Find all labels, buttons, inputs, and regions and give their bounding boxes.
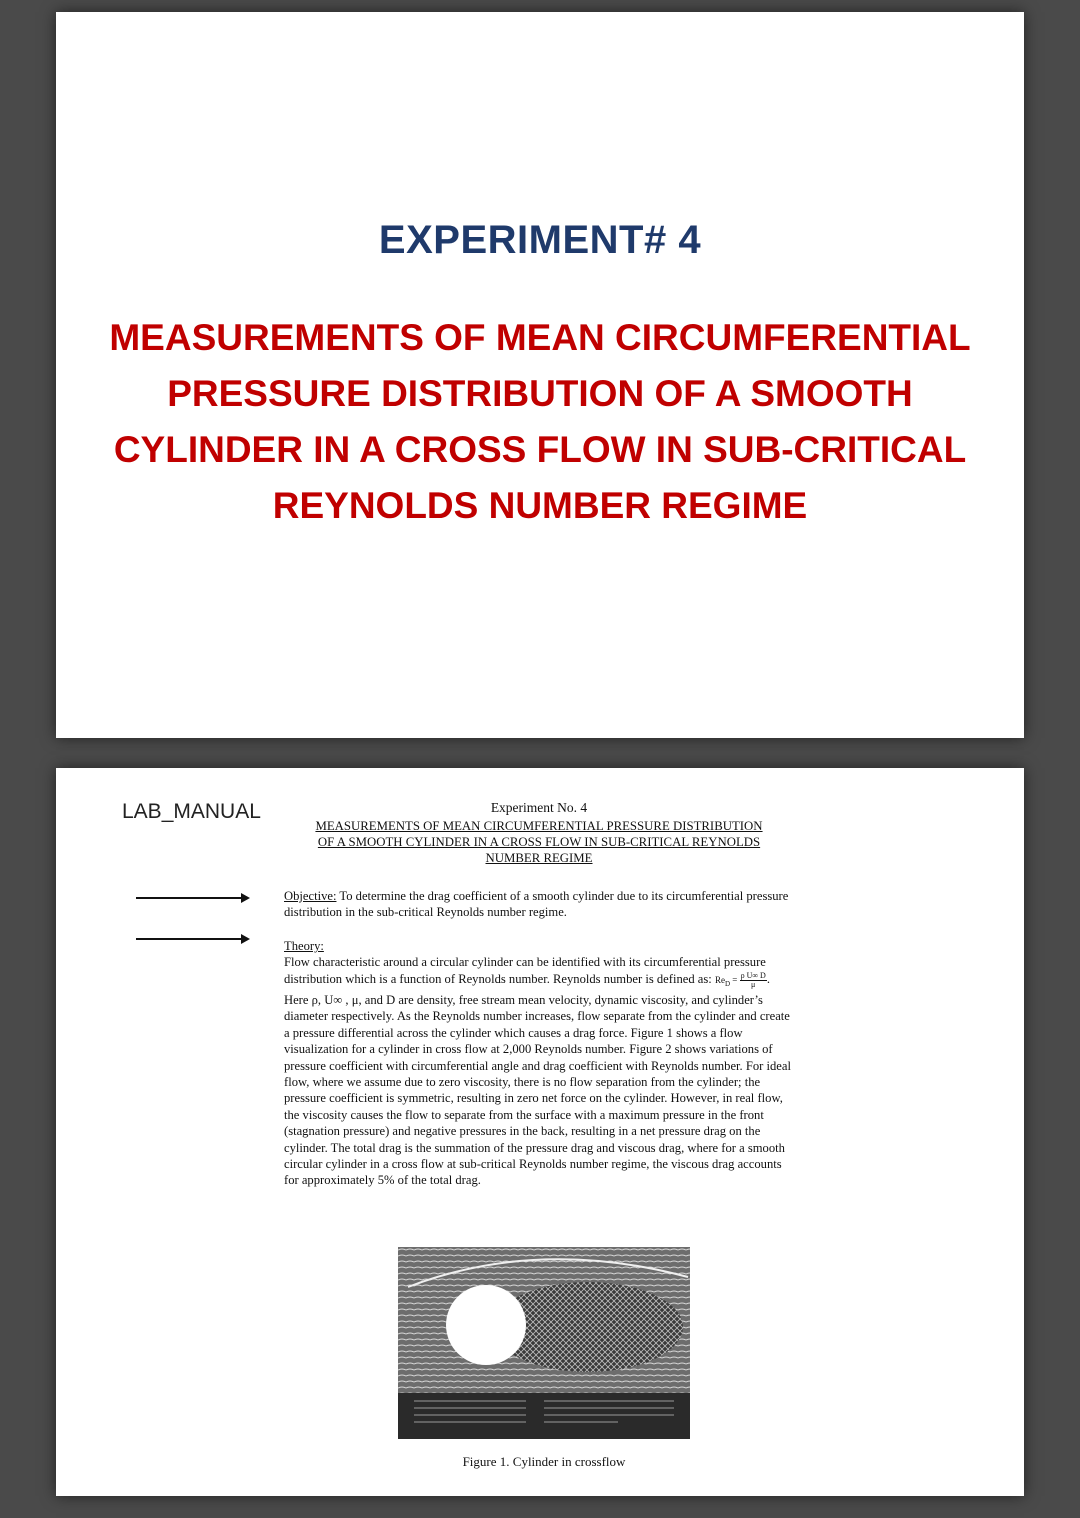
arrow-pointer-theory — [136, 938, 248, 940]
formula-numerator: ρ U∞ D — [740, 971, 766, 981]
figure-caption: Figure 1. Cylinder in crossflow — [462, 1454, 626, 1469]
formula-subscript: D — [724, 979, 730, 988]
theory-text-part2: . Here ρ, U∞ , μ, and D are density, free stream mean velocity, dynamic viscosity, and cylinder’s diameter respectively. As the Reynolds number increases, flow separate from the cylinder and create a pressure differential across the cylinder which causes a drag force. Figure 1 shows a flow visualization for a cylinder in cross flow at 2,000 Reynolds number. Figure 2 shows variations of pressure coefficient with circumferential angle and drag coefficient with Reynolds number. For ideal flow, where we assume due to zero viscosity, there is no flow separation from the cylinder; the pressure coefficient is symmetric, resulting in zero net force on the cylinder. However, in real flow, the viscosity causes the flow to separate from the surface with a maximum pressure in the front (stagnation pressure) and negative pressures in the back, resulting in a net pressure drag on the cylinder. The total drag is the summation of the pressure drag and viscous drag, where for a smooth circular cylinder in a cross flow at sub-critical Reynolds number regime, the viscous drag accounts for approximately 5% of the total drag. — [284, 971, 791, 1188]
reynolds-formula: $Re_D$ = $\frac{\text{ρ U∞ D}}{\mu}$ — [714, 971, 766, 990]
formula-fraction — [740, 972, 767, 989]
lab-manual-label: LAB_MANUAL — [122, 800, 261, 823]
title-slide — [56, 12, 1024, 738]
experiment-title — [96, 310, 984, 534]
objective-paragraph — [284, 888, 794, 921]
lab-manual-slide — [56, 768, 1024, 1496]
title-line: REYNOLDS NUMBER REGIME — [272, 485, 808, 526]
document-header — [284, 800, 794, 866]
theory-label: Theory: — [284, 939, 324, 953]
document-title-line: NUMBER REGIME — [485, 851, 593, 866]
document-title-line: OF A SMOOTH CYLINDER IN A CROSS FLOW IN SUB-CRITICAL REYNOLDS — [317, 835, 761, 850]
cylinder-crossflow-image — [398, 1247, 690, 1439]
formula-denominator: μ — [751, 980, 756, 990]
document-title-line: MEASUREMENTS OF MEAN CIRCUMFERENTIAL PRESSURE DISTRIBUTION — [315, 819, 763, 834]
objective-label: Objective: — [284, 889, 337, 903]
theory-paragraph — [284, 954, 794, 1188]
theory-section — [284, 938, 794, 1189]
experiment-number: Experiment No. 4 — [490, 800, 588, 815]
theory-text-part1: Flow characteristic around a circular cylinder can be identified with its circumferential pressure distribution which is a function of Reynolds number. Reynolds number is defined as: — [284, 955, 766, 986]
flow-visualization-graphic — [398, 1247, 690, 1439]
title-line: MEASUREMENTS OF MEAN CIRCUMFERENTIAL — [109, 317, 971, 358]
title-line: CYLINDER IN A CROSS FLOW IN SUB-CRITICAL — [113, 429, 967, 470]
title-line: PRESSURE DISTRIBUTION OF A SMOOTH — [167, 373, 913, 414]
objective-text: To determine the drag coefficient of a smooth cylinder due to its circumferential pressure distribution in the sub-critical Reynolds number regime. — [284, 889, 789, 920]
arrow-pointer-objective — [136, 897, 248, 899]
experiment-heading: EXPERIMENT# 4 — [378, 218, 702, 262]
formula-lhs: Re — [714, 974, 725, 985]
